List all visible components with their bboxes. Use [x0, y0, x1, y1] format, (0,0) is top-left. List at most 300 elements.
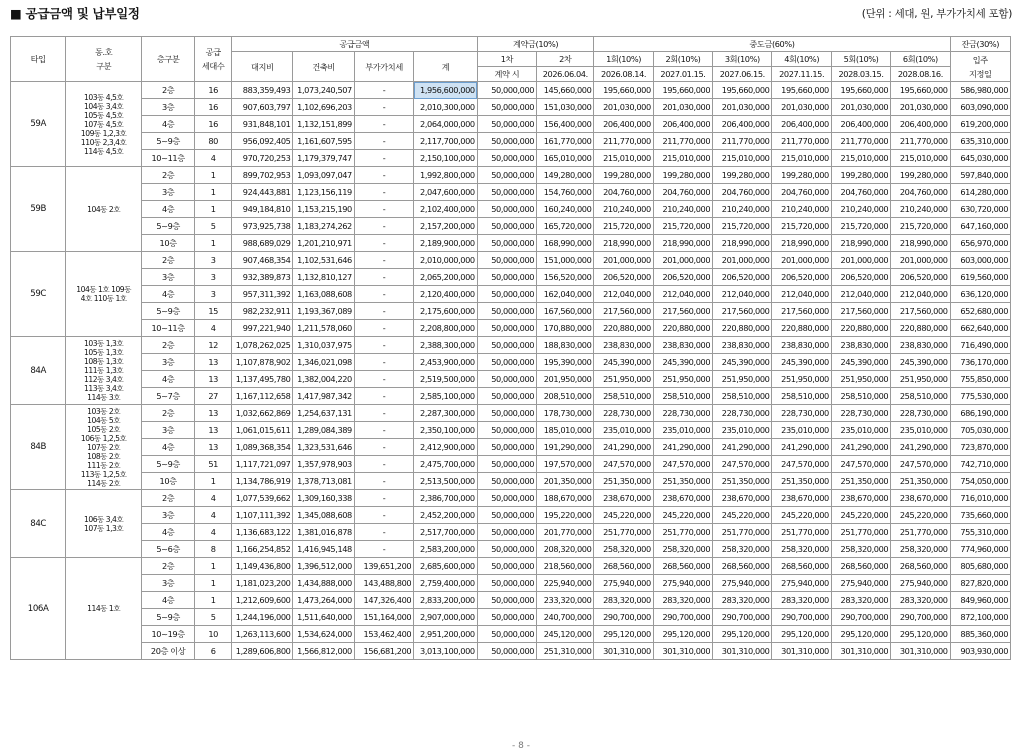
balance-cell: 645,030,000 — [950, 150, 1010, 167]
total-cell: 2,513,500,000 — [414, 473, 478, 490]
total-cell: 2,010,300,000 — [414, 99, 478, 116]
deposit1-cell: 50,000,000 — [477, 167, 536, 184]
total-cell: 2,519,500,000 — [414, 371, 478, 388]
households-cell: 4 — [195, 320, 232, 337]
balance-cell: 827,820,000 — [950, 575, 1010, 592]
type-cell: 59A — [11, 82, 66, 167]
middle-payment-cell: 206,400,000 — [831, 116, 890, 133]
deposit1-cell: 50,000,000 — [477, 99, 536, 116]
header-land: 대지비 — [232, 52, 293, 82]
building-cell: 1,345,088,608 — [293, 507, 354, 524]
middle-payment-cell: 295,120,000 — [594, 626, 653, 643]
middle-payment-cell: 245,220,000 — [713, 507, 772, 524]
deposit1-cell: 50,000,000 — [477, 456, 536, 473]
middle-payment-cell: 201,000,000 — [653, 252, 712, 269]
middle-payment-cell: 235,010,000 — [772, 422, 831, 439]
middle-payment-cell: 212,040,000 — [653, 286, 712, 303]
page-number: - 8 - — [512, 741, 530, 751]
middle-payment-cell: 283,320,000 — [772, 592, 831, 609]
deposit1-cell: 50,000,000 — [477, 439, 536, 456]
header-dep1-when: 계약 시 — [477, 67, 536, 82]
vat-cell: - — [354, 150, 413, 167]
header-dep2-when: 2026.06.04. — [537, 67, 594, 82]
land-cell: 924,443,881 — [232, 184, 293, 201]
balance-cell: 723,870,000 — [950, 439, 1010, 456]
middle-payment-cell: 251,350,000 — [891, 473, 950, 490]
deposit1-cell: 50,000,000 — [477, 252, 536, 269]
balance-cell: 603,000,000 — [950, 252, 1010, 269]
households-cell: 1 — [195, 235, 232, 252]
floor-cell: 5~9층 — [142, 456, 195, 473]
middle-payment-cell: 201,030,000 — [772, 99, 831, 116]
middle-payment-cell: 215,720,000 — [831, 218, 890, 235]
land-cell: 956,092,405 — [232, 133, 293, 150]
type-cell: 84B — [11, 405, 66, 490]
middle-payment-cell: 290,700,000 — [713, 609, 772, 626]
middle-payment-cell: 268,560,000 — [891, 558, 950, 575]
middle-payment-cell: 215,720,000 — [594, 218, 653, 235]
deposit1-cell: 50,000,000 — [477, 626, 536, 643]
vat-cell: - — [354, 439, 413, 456]
floor-cell: 3층 — [142, 507, 195, 524]
households-cell: 12 — [195, 337, 232, 354]
floor-cell: 2층 — [142, 490, 195, 507]
deposit1-cell: 50,000,000 — [477, 643, 536, 660]
vat-cell: 143,488,800 — [354, 575, 413, 592]
middle-payment-cell: 217,560,000 — [594, 303, 653, 320]
households-cell: 13 — [195, 439, 232, 456]
middle-payment-cell: 212,040,000 — [772, 286, 831, 303]
deposit2-cell: 201,350,000 — [537, 473, 594, 490]
land-cell: 883,359,493 — [232, 82, 293, 99]
middle-payment-cell: 206,520,000 — [594, 269, 653, 286]
middle-payment-cell: 220,880,000 — [772, 320, 831, 337]
land-cell: 1,134,786,919 — [232, 473, 293, 490]
type-cell: 59C — [11, 252, 66, 337]
middle-payment-cell: 217,560,000 — [653, 303, 712, 320]
header-dong: 동.호 구분 — [66, 37, 142, 82]
middle-payment-cell: 206,400,000 — [891, 116, 950, 133]
deposit2-cell: 191,290,000 — [537, 439, 594, 456]
vat-cell: - — [354, 269, 413, 286]
balance-cell: 619,560,000 — [950, 269, 1010, 286]
table-row — [11, 133, 1011, 150]
header-total: 계 — [414, 52, 478, 82]
deposit1-cell: 50,000,000 — [477, 320, 536, 337]
total-cell: 2,010,000,000 — [414, 252, 478, 269]
middle-payment-cell: 217,560,000 — [891, 303, 950, 320]
land-cell: 997,221,940 — [232, 320, 293, 337]
middle-payment-cell: 268,560,000 — [713, 558, 772, 575]
households-cell: 51 — [195, 456, 232, 473]
middle-payment-cell: 275,940,000 — [772, 575, 831, 592]
deposit2-cell: 195,220,000 — [537, 507, 594, 524]
deposit1-cell: 50,000,000 — [477, 507, 536, 524]
header-mid-label: 4회(10%) — [772, 52, 831, 67]
middle-payment-cell: 283,320,000 — [831, 592, 890, 609]
building-cell: 1,179,379,747 — [293, 150, 354, 167]
vat-cell: 151,164,000 — [354, 609, 413, 626]
balance-cell: 656,970,000 — [950, 235, 1010, 252]
middle-payment-cell: 275,940,000 — [594, 575, 653, 592]
deposit1-cell: 50,000,000 — [477, 150, 536, 167]
middle-payment-cell: 238,830,000 — [713, 337, 772, 354]
middle-payment-cell: 245,390,000 — [594, 354, 653, 371]
header-balance-when: 입주 지정일 — [950, 52, 1010, 82]
vat-cell: - — [354, 473, 413, 490]
middle-payment-cell: 258,510,000 — [891, 388, 950, 405]
land-cell: 970,720,253 — [232, 150, 293, 167]
deposit1-cell: 50,000,000 — [477, 184, 536, 201]
middle-payment-cell: 201,030,000 — [594, 99, 653, 116]
middle-payment-cell: 218,990,000 — [594, 235, 653, 252]
dong-cell: 103동 4,5호 104동 3,4호 105동 4,5호 107동 4,5호 109동 1,2,3호 110동 2,3,4호 114동 4,5호 — [66, 82, 142, 167]
floor-cell: 3층 — [142, 575, 195, 592]
table-row — [11, 507, 1011, 524]
middle-payment-cell: 195,660,000 — [891, 82, 950, 99]
page-title: ■ 공급금액 및 납부일정 — [10, 6, 140, 21]
middle-payment-cell: 215,720,000 — [891, 218, 950, 235]
middle-payment-cell: 268,560,000 — [653, 558, 712, 575]
floor-cell: 3층 — [142, 354, 195, 371]
middle-payment-cell: 283,320,000 — [891, 592, 950, 609]
vat-cell: 153,462,400 — [354, 626, 413, 643]
middle-payment-cell: 258,320,000 — [713, 541, 772, 558]
building-cell: 1,211,578,060 — [293, 320, 354, 337]
middle-payment-cell: 235,010,000 — [594, 422, 653, 439]
middle-payment-cell: 251,350,000 — [772, 473, 831, 490]
households-cell: 1 — [195, 473, 232, 490]
middle-payment-cell: 238,670,000 — [772, 490, 831, 507]
vat-cell: - — [354, 422, 413, 439]
land-cell: 1,136,683,122 — [232, 524, 293, 541]
middle-payment-cell: 251,770,000 — [831, 524, 890, 541]
middle-payment-cell: 251,950,000 — [653, 371, 712, 388]
households-cell: 5 — [195, 218, 232, 235]
middle-payment-cell: 201,030,000 — [831, 99, 890, 116]
middle-payment-cell: 245,220,000 — [772, 507, 831, 524]
balance-cell: 647,160,000 — [950, 218, 1010, 235]
total-cell: 2,189,900,000 — [414, 235, 478, 252]
deposit1-cell: 50,000,000 — [477, 490, 536, 507]
deposit2-cell: 218,560,000 — [537, 558, 594, 575]
floor-cell: 4층 — [142, 524, 195, 541]
building-cell: 1,382,004,220 — [293, 371, 354, 388]
land-cell: 988,689,029 — [232, 235, 293, 252]
balance-cell: 805,680,000 — [950, 558, 1010, 575]
middle-payment-cell: 268,560,000 — [594, 558, 653, 575]
middle-payment-cell: 295,120,000 — [831, 626, 890, 643]
floor-cell: 3층 — [142, 422, 195, 439]
total-cell: 2,475,700,000 — [414, 456, 478, 473]
building-cell: 1,381,016,878 — [293, 524, 354, 541]
middle-payment-cell: 211,770,000 — [713, 133, 772, 150]
total-cell: 2,583,200,000 — [414, 541, 478, 558]
floor-cell: 10층 — [142, 235, 195, 252]
middle-payment-cell: 215,720,000 — [653, 218, 712, 235]
header-mid-date: 2028.08.16. — [891, 67, 950, 82]
land-cell: 899,702,953 — [232, 167, 293, 184]
middle-payment-cell: 245,390,000 — [772, 354, 831, 371]
deposit2-cell: 208,320,000 — [537, 541, 594, 558]
deposit2-cell: 240,700,000 — [537, 609, 594, 626]
middle-payment-cell: 218,990,000 — [831, 235, 890, 252]
middle-payment-cell: 238,670,000 — [653, 490, 712, 507]
deposit1-cell: 50,000,000 — [477, 422, 536, 439]
middle-payment-cell: 195,660,000 — [713, 82, 772, 99]
middle-payment-cell: 215,010,000 — [891, 150, 950, 167]
middle-payment-cell: 251,770,000 — [772, 524, 831, 541]
total-cell: 2,287,300,000 — [414, 405, 478, 422]
dong-cell: 103동 1,3호 105동 1,3호 108동 1,3호 111동 1,3호 112동 3,4호 113동 3,4호 114동 3호 — [66, 337, 142, 405]
middle-payment-cell: 295,120,000 — [653, 626, 712, 643]
middle-payment-cell: 268,560,000 — [831, 558, 890, 575]
middle-payment-cell: 245,220,000 — [653, 507, 712, 524]
balance-cell: 716,490,000 — [950, 337, 1010, 354]
middle-payment-cell: 238,830,000 — [831, 337, 890, 354]
header-floor: 층구분 — [142, 37, 195, 82]
land-cell: 1,166,254,852 — [232, 541, 293, 558]
total-cell: 2,175,600,000 — [414, 303, 478, 320]
total-cell: 3,013,100,000 — [414, 643, 478, 660]
header-deposit-group: 계약금(10%) — [477, 37, 594, 52]
table-row — [11, 473, 1011, 490]
middle-payment-cell: 204,760,000 — [713, 184, 772, 201]
floor-cell: 4층 — [142, 201, 195, 218]
middle-payment-cell: 210,240,000 — [772, 201, 831, 218]
middle-payment-cell: 283,320,000 — [653, 592, 712, 609]
total-cell: 2,150,100,000 — [414, 150, 478, 167]
middle-payment-cell: 206,400,000 — [772, 116, 831, 133]
total-cell: 2,951,200,000 — [414, 626, 478, 643]
deposit2-cell: 151,000,000 — [537, 252, 594, 269]
balance-cell: 630,720,000 — [950, 201, 1010, 218]
total-cell: 2,117,700,000 — [414, 133, 478, 150]
total-cell: 2,833,200,000 — [414, 592, 478, 609]
middle-payment-cell: 238,670,000 — [891, 490, 950, 507]
floor-cell: 5~9층 — [142, 218, 195, 235]
header-building: 건축비 — [293, 52, 354, 82]
balance-cell: 619,200,000 — [950, 116, 1010, 133]
households-cell: 3 — [195, 269, 232, 286]
deposit2-cell: 154,760,000 — [537, 184, 594, 201]
middle-payment-cell: 215,010,000 — [831, 150, 890, 167]
middle-payment-cell: 238,830,000 — [891, 337, 950, 354]
floor-cell: 2층 — [142, 82, 195, 99]
land-cell: 1,149,436,800 — [232, 558, 293, 575]
households-cell: 4 — [195, 524, 232, 541]
middle-payment-cell: 206,520,000 — [653, 269, 712, 286]
middle-payment-cell: 295,120,000 — [772, 626, 831, 643]
households-cell: 13 — [195, 422, 232, 439]
middle-payment-cell: 275,940,000 — [713, 575, 772, 592]
households-cell: 13 — [195, 371, 232, 388]
middle-payment-cell: 251,770,000 — [653, 524, 712, 541]
middle-payment-cell: 204,760,000 — [772, 184, 831, 201]
middle-payment-cell: 215,010,000 — [653, 150, 712, 167]
middle-payment-cell: 217,560,000 — [713, 303, 772, 320]
table-row — [11, 286, 1011, 303]
vat-cell: - — [354, 541, 413, 558]
vat-cell: 139,651,200 — [354, 558, 413, 575]
middle-payment-cell: 220,880,000 — [653, 320, 712, 337]
building-cell: 1,566,812,000 — [293, 643, 354, 660]
middle-payment-cell: 245,390,000 — [831, 354, 890, 371]
middle-payment-cell: 258,320,000 — [772, 541, 831, 558]
land-cell: 932,389,873 — [232, 269, 293, 286]
header-type: 타입 — [11, 37, 66, 82]
dong-cell: 106동 3,4호 107동 1,3호 — [66, 490, 142, 558]
middle-payment-cell: 199,280,000 — [831, 167, 890, 184]
deposit2-cell: 162,040,000 — [537, 286, 594, 303]
middle-payment-cell: 199,280,000 — [891, 167, 950, 184]
middle-payment-cell: 251,350,000 — [653, 473, 712, 490]
deposit1-cell: 50,000,000 — [477, 218, 536, 235]
deposit2-cell: 225,940,000 — [537, 575, 594, 592]
building-cell: 1,511,640,000 — [293, 609, 354, 626]
middle-payment-cell: 211,770,000 — [831, 133, 890, 150]
land-cell: 1,089,368,354 — [232, 439, 293, 456]
table-row — [11, 201, 1011, 218]
deposit2-cell: 151,030,000 — [537, 99, 594, 116]
land-cell: 931,848,101 — [232, 116, 293, 133]
floor-cell: 4층 — [142, 286, 195, 303]
header-mid-date: 2027.06.15. — [713, 67, 772, 82]
total-cell: 2,102,400,000 — [414, 201, 478, 218]
table-row — [11, 405, 1011, 422]
middle-payment-cell: 195,660,000 — [772, 82, 831, 99]
total-cell: 2,064,000,000 — [414, 116, 478, 133]
middle-payment-cell: 245,220,000 — [891, 507, 950, 524]
middle-payment-cell: 206,520,000 — [831, 269, 890, 286]
header-households: 공급 세대수 — [195, 37, 232, 82]
middle-payment-cell: 195,660,000 — [594, 82, 653, 99]
type-cell: 59B — [11, 167, 66, 252]
middle-payment-cell: 258,510,000 — [713, 388, 772, 405]
deposit1-cell: 50,000,000 — [477, 388, 536, 405]
price-schedule-table — [10, 36, 1011, 660]
floor-cell: 10~11층 — [142, 320, 195, 337]
middle-payment-cell: 220,880,000 — [891, 320, 950, 337]
middle-payment-cell: 228,730,000 — [891, 405, 950, 422]
building-cell: 1,473,264,000 — [293, 592, 354, 609]
middle-payment-cell: 204,760,000 — [594, 184, 653, 201]
middle-payment-cell: 199,280,000 — [653, 167, 712, 184]
middle-payment-cell: 218,990,000 — [772, 235, 831, 252]
middle-payment-cell: 258,320,000 — [594, 541, 653, 558]
middle-payment-cell: 258,510,000 — [831, 388, 890, 405]
building-cell: 1,193,367,089 — [293, 303, 354, 320]
middle-payment-cell: 251,350,000 — [831, 473, 890, 490]
deposit1-cell: 50,000,000 — [477, 575, 536, 592]
households-cell: 4 — [195, 490, 232, 507]
building-cell: 1,254,637,131 — [293, 405, 354, 422]
floor-cell: 5~9층 — [142, 609, 195, 626]
type-cell: 84A — [11, 337, 66, 405]
middle-payment-cell: 275,940,000 — [831, 575, 890, 592]
households-cell: 1 — [195, 558, 232, 575]
vat-cell: - — [354, 456, 413, 473]
deposit1-cell: 50,000,000 — [477, 235, 536, 252]
vat-cell: - — [354, 320, 413, 337]
total-cell: 2,452,200,000 — [414, 507, 478, 524]
middle-payment-cell: 301,310,000 — [653, 643, 712, 660]
middle-payment-cell: 201,000,000 — [594, 252, 653, 269]
land-cell: 1,078,262,025 — [232, 337, 293, 354]
balance-cell: 614,280,000 — [950, 184, 1010, 201]
vat-cell: - — [354, 507, 413, 524]
middle-payment-cell: 204,760,000 — [891, 184, 950, 201]
floor-cell: 4층 — [142, 439, 195, 456]
middle-payment-cell: 212,040,000 — [713, 286, 772, 303]
building-cell: 1,132,151,899 — [293, 116, 354, 133]
floor-cell: 2층 — [142, 337, 195, 354]
middle-payment-cell: 251,770,000 — [713, 524, 772, 541]
header-mid-date: 2027.11.15. — [772, 67, 831, 82]
land-cell: 982,232,911 — [232, 303, 293, 320]
middle-payment-cell: 210,240,000 — [653, 201, 712, 218]
middle-payment-cell: 245,220,000 — [831, 507, 890, 524]
middle-payment-cell: 212,040,000 — [831, 286, 890, 303]
land-cell: 907,603,797 — [232, 99, 293, 116]
deposit2-cell: 251,310,000 — [537, 643, 594, 660]
table-row — [11, 99, 1011, 116]
vat-cell: - — [354, 371, 413, 388]
middle-payment-cell: 215,720,000 — [713, 218, 772, 235]
table-row — [11, 456, 1011, 473]
balance-cell: 735,660,000 — [950, 507, 1010, 524]
middle-payment-cell: 238,830,000 — [653, 337, 712, 354]
middle-payment-cell: 241,290,000 — [831, 439, 890, 456]
deposit2-cell: 201,950,000 — [537, 371, 594, 388]
table-row — [11, 269, 1011, 286]
balance-cell: 635,310,000 — [950, 133, 1010, 150]
deposit1-cell: 50,000,000 — [477, 286, 536, 303]
households-cell: 13 — [195, 354, 232, 371]
header-mid-label: 1회(10%) — [594, 52, 653, 67]
vat-cell: - — [354, 388, 413, 405]
balance-cell: 774,960,000 — [950, 541, 1010, 558]
middle-payment-cell: 235,010,000 — [831, 422, 890, 439]
table-row — [11, 320, 1011, 337]
middle-payment-cell: 215,010,000 — [772, 150, 831, 167]
building-cell: 1,093,097,047 — [293, 167, 354, 184]
middle-payment-cell: 235,010,000 — [891, 422, 950, 439]
table-row — [11, 558, 1011, 575]
total-cell: 2,047,600,000 — [414, 184, 478, 201]
land-cell: 1,289,606,800 — [232, 643, 293, 660]
households-cell: 16 — [195, 116, 232, 133]
middle-payment-cell: 290,700,000 — [772, 609, 831, 626]
total-cell: 2,585,100,000 — [414, 388, 478, 405]
table-row — [11, 337, 1011, 354]
middle-payment-cell: 195,660,000 — [831, 82, 890, 99]
middle-payment-cell: 212,040,000 — [891, 286, 950, 303]
table-row — [11, 150, 1011, 167]
header-mid-date: 2027.01.15. — [653, 67, 712, 82]
building-cell: 1,153,215,190 — [293, 201, 354, 218]
middle-payment-cell: 290,700,000 — [653, 609, 712, 626]
header-balance-group: 잔금(30%) — [950, 37, 1010, 52]
deposit2-cell: 178,730,000 — [537, 405, 594, 422]
balance-cell: 754,050,000 — [950, 473, 1010, 490]
middle-payment-cell: 215,010,000 — [713, 150, 772, 167]
total-cell: 2,412,900,000 — [414, 439, 478, 456]
deposit2-cell: 195,390,000 — [537, 354, 594, 371]
total-cell: 2,907,000,000 — [414, 609, 478, 626]
vat-cell: - — [354, 337, 413, 354]
land-cell: 907,468,354 — [232, 252, 293, 269]
